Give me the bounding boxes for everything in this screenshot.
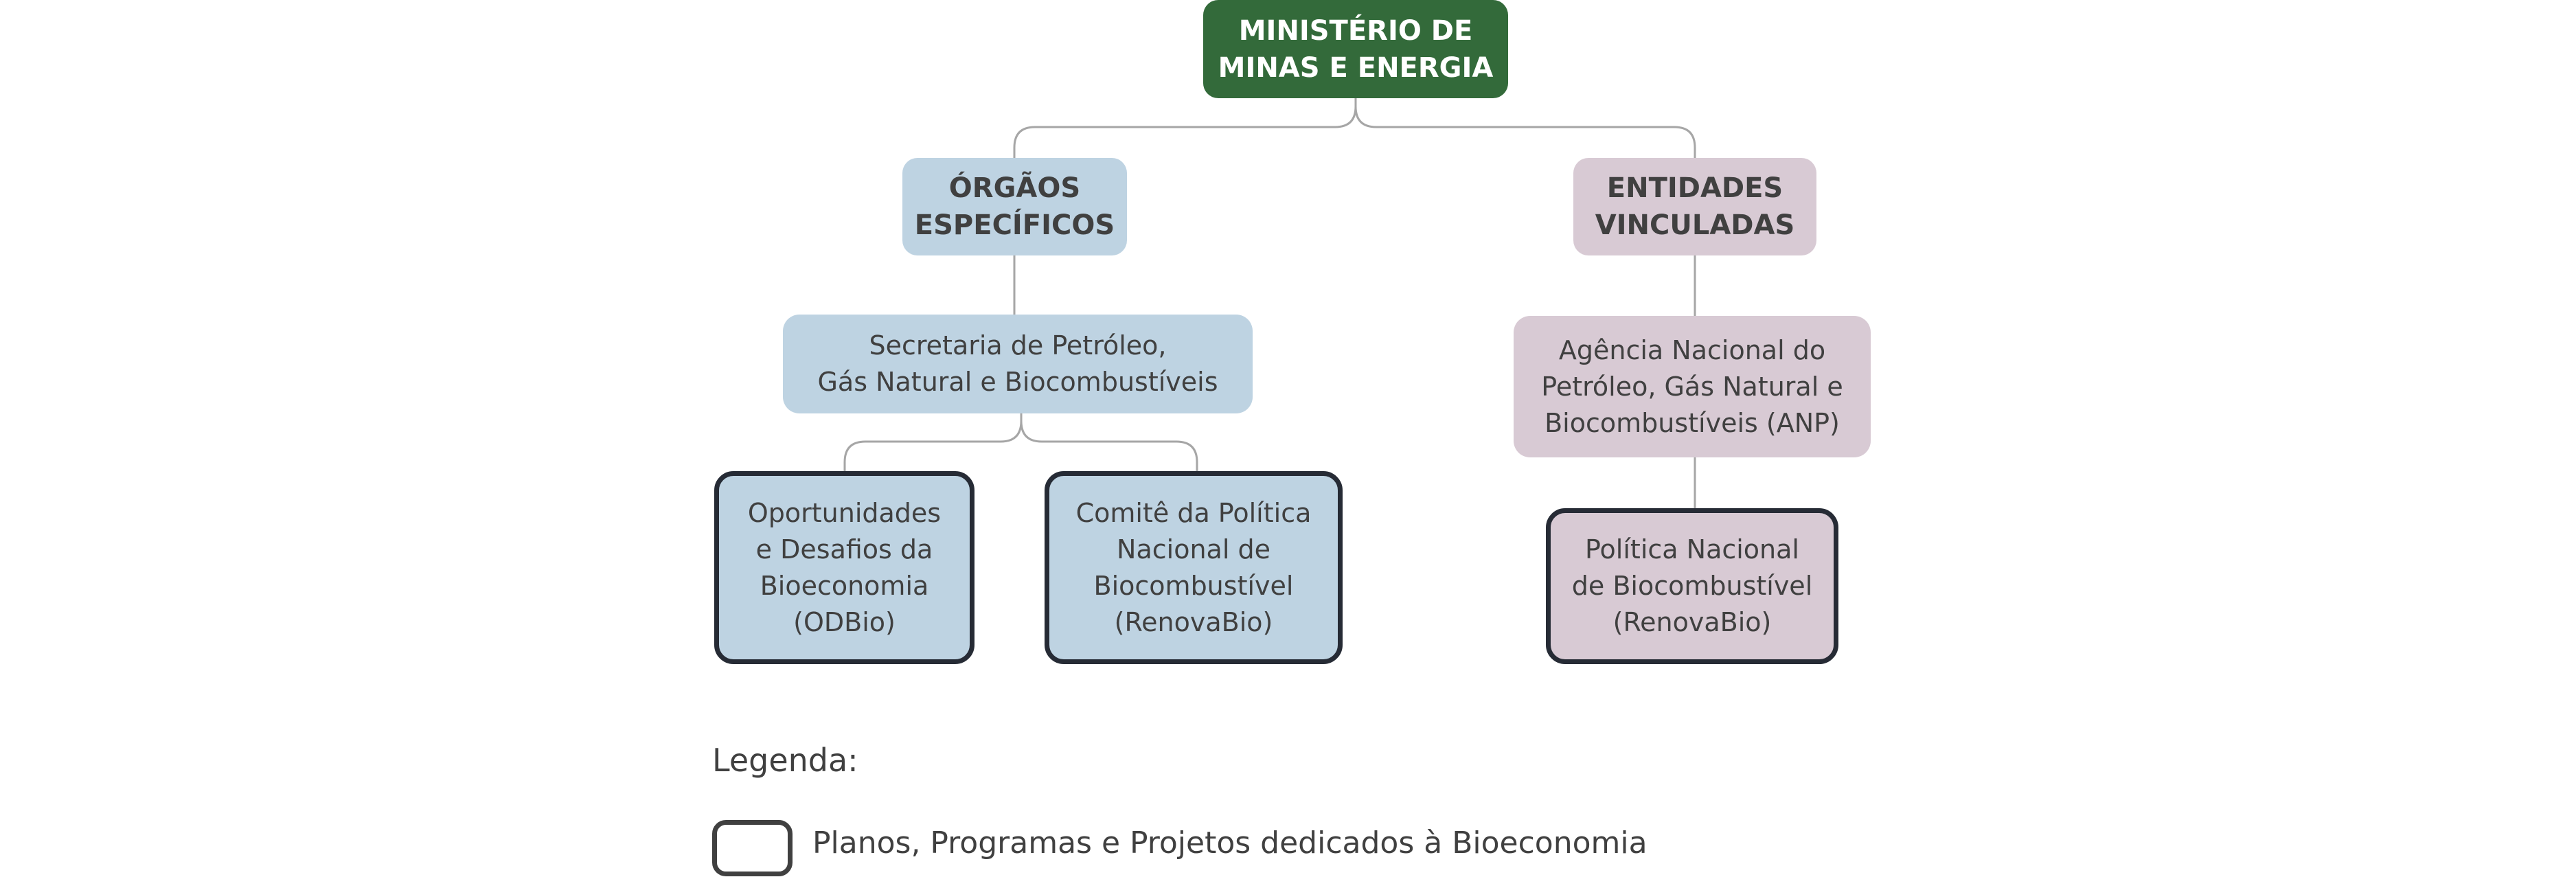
odbio-line-4: (ODBio) <box>793 606 896 637</box>
politica-line-1: Política Nacional <box>1585 534 1799 565</box>
orgaos-line-2: ESPECÍFICOS <box>914 209 1115 241</box>
odbio-line-1: Oportunidades <box>747 497 942 528</box>
ministry-line-1: MINISTÉRIO DE <box>1238 14 1473 47</box>
anp-line-1: Agência Nacional do <box>1558 334 1826 365</box>
politica-line-2: de Biocombustível <box>1571 571 1813 601</box>
orgaos-especificos-box <box>902 158 1127 255</box>
ministry-line-2: MINAS E ENERGIA <box>1218 52 1494 84</box>
odbio-line-3: Bioeconomia <box>760 570 929 601</box>
entidades-line-2: VINCULADAS <box>1595 209 1795 241</box>
odbio-program-box <box>714 471 974 664</box>
secretaria-box <box>783 315 1253 413</box>
odbio-line-2: e Desafios da <box>755 534 933 565</box>
legend-program-label: Planos, Programas e Projetos dedicados à Bioeconomia <box>812 825 1648 861</box>
anp-box <box>1514 316 1871 457</box>
orgaos-line-1: ÓRGÃOS <box>948 172 1081 204</box>
entidades-vinculadas-box <box>1573 158 1816 255</box>
ministry-box <box>1203 0 1508 98</box>
anp-line-3: Biocombustíveis (ANP) <box>1545 407 1840 438</box>
comite-line-1: Comitê da Política <box>1075 497 1312 528</box>
secretaria-line-1: Secretaria de Petróleo, <box>869 330 1167 361</box>
legend-title: Legenda: <box>712 742 858 779</box>
comite-renovabio-program-box <box>1045 471 1343 664</box>
anp-line-2: Petróleo, Gás Natural e <box>1541 371 1843 402</box>
politica-line-3: (RenovaBio) <box>1612 607 1772 637</box>
politica-renovabio-program-box <box>1546 508 1838 664</box>
entidades-line-1: ENTIDADES <box>1606 172 1783 204</box>
comite-line-2: Nacional de <box>1117 534 1270 565</box>
comite-line-4: (RenovaBio) <box>1114 606 1273 637</box>
comite-line-3: Biocombustível <box>1093 570 1294 601</box>
secretaria-line-2: Gás Natural e Biocombustíveis <box>817 367 1218 397</box>
legend-program-swatch <box>712 820 793 876</box>
